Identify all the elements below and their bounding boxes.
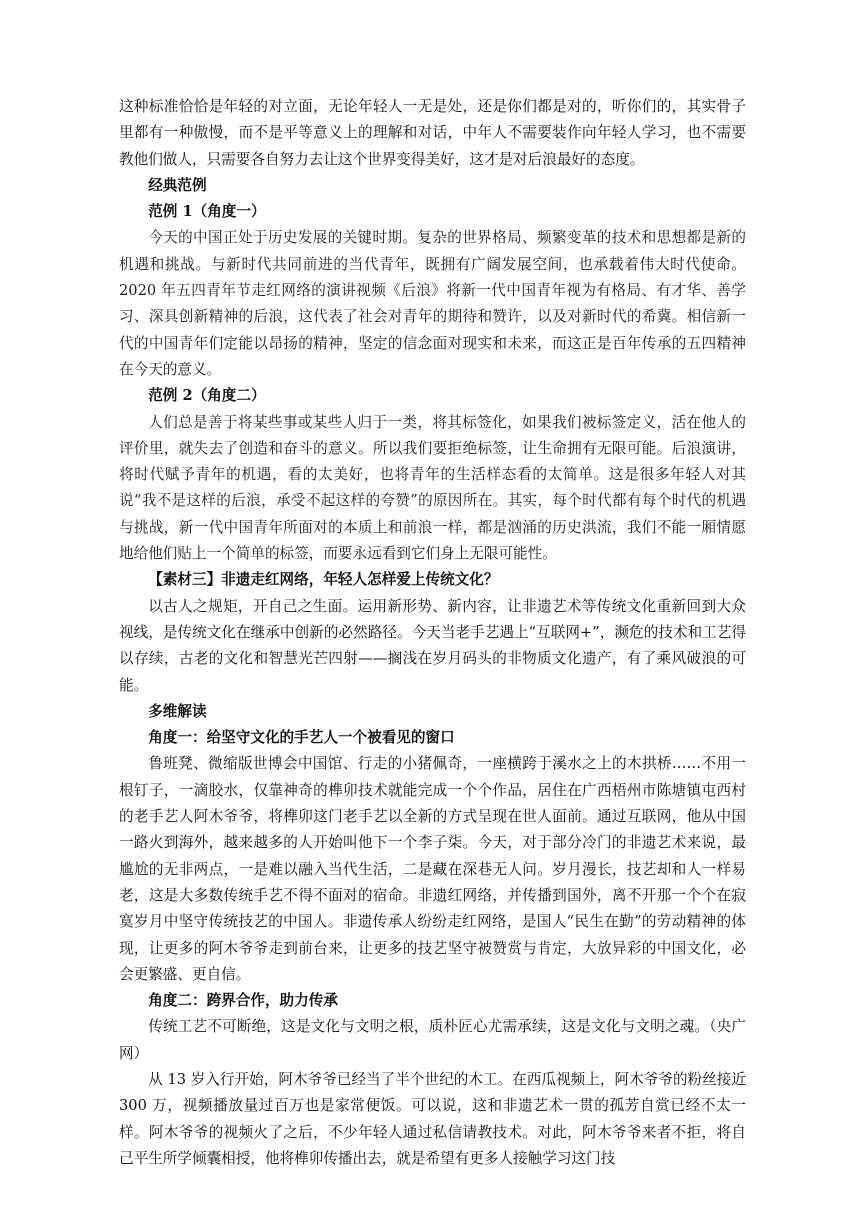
heading-example-2: 范例 2（角度二） xyxy=(148,387,266,405)
angle-1-paragraph: 鲁班凳、微缩版世博会中国馆、行走的小猪佩奇，一座横跨于溪水之上的木拱桥……不用一根钉子，一滴胶水，仅靠神奇的榫卯技术就能完成一个个作品，居住在广西梧州市陈塘镇屯西村的老手艺人阿木爷爷，将榫卯这门老手艺以全新的方式呈现在世人面前。通过互联网，他从中国一路火到海外，越来越多的人开始叫他下一个李子柒。今天，对于部分冷门的非遗艺术来说，最尴尬的无非两点，一是难以融入当代生活，二是藏在深巷无人问。岁月漫长，技艺却和人一样易老，这是大多数传统手艺不得不面对的宿命。非遗红网络，并传播到国外，离不开那一个个在寂寞岁月中坚守传统技艺的中国人。非遗传承人纷纷走红网络，是国人“民生在勤”的劳动精神的体现，让更多的阿木爷爷走到前台来，让更多的技艺坚守被赞赏与肯定，大放异彩的中国文化，必会更繁盛、更自信。 xyxy=(119,755,746,983)
heading-material-3: 【素材三】非遗走红网络，年轻人怎样爱上传统文化？ xyxy=(148,571,499,589)
heading-classic-examples: 经典范例 xyxy=(148,176,207,194)
heading-multi-interpretation: 多维解读 xyxy=(148,702,207,720)
angle-2-quote-paragraph: 传统工艺不可断绝，这是文化与文明之根，质朴匠心尤需承续，这是文化与文明之魂。（央广网） xyxy=(119,1018,746,1062)
example-2-paragraph: 人们总是善于将某些事或某些人归于一类，将其标签化，如果我们被标签定义，活在他人的评价里，就失去了创造和奋斗的意义。所以我们要拒绝标签，让生命拥有无限可能。后浪演讲，将时代赋予青年的机遇，看的太美好，也将青年的生活样态看的太简单。这是很多年轻人对其说“我不是这样的后浪，承受不起这样的夸赞”的原因所在。其实，每个时代都有每个时代的机遇与挑战，新一代中国青年所面对的本质上和前浪一样，都是汹涌的历史洪流，我们不能一厢情愿地给他们贴上一个简单的标签，而要永远看到它们身上无限可能性。 xyxy=(119,413,746,563)
heading-angle-1: 角度一：给坚守文化的手艺人一个被看见的窗口 xyxy=(148,729,455,747)
heading-example-1: 范例 1（角度一） xyxy=(148,203,266,221)
heading-angle-2: 角度二：跨界合作，助力传承 xyxy=(148,992,338,1010)
material-3-paragraph: 以古人之规矩，开自己之生面。运用新形势、新内容，让非遗艺术等传统文化重新回到大众视线，是传统文化在继承中创新的必然路径。今天当老手艺遇上“互联网+”，濒危的技术和工艺得以存续，古老的文化和智慧光芒四射——搁浅在岁月码头的非物质文化遗产，有了乘风破浪的可能。 xyxy=(119,597,746,694)
example-1-paragraph: 今天的中国正处于历史发展的关键时期。复杂的世界格局、频繁变革的技术和思想都是新的机遇和挑战。与新时代共同前进的当代青年，既拥有广阔发展空间，也承载着伟大时代使命。2020 年五四青年节走红网络的演讲视频《后浪》将新一代中国青年视为有格局、有才华、善学习、深具创新精神的后浪，这代表了社会对青年的期待和赞许，以及对新时代的希冀。相信新一代的中国青年们定能以昂扬的精神，坚定的信念面对现实和未来，而这正是百年传承的五四精神在今天的意义。 xyxy=(119,229,746,378)
angle-2-paragraph: 从 13 岁入行开始，阿木爷爷已经当了半个世纪的木工。在西瓜视频上，阿木爷爷的粉丝接近 300 万，视频播放量过百万也是家常便饭。可以说，这和非遗艺术一贯的孤芳自赏已经不太一样。阿木爷爷的视频火了之后，不少年轻人通过私信请教技术。对此，阿木爷爷来者不拒，将自己平生所学倾囊相授，他将榫卯传播出去，就是希望有更多人接触学习这门技 xyxy=(119,1070,746,1167)
intro-paragraph: 这种标准恰恰是年轻的对立面，无论年轻人一无是处，还是你们都是对的，听你们的，其实骨子里都有一种傲慢，而不是平等意义上的理解和对话，中年人不需要装作向年轻人学习，也不需要教他们做人，只需要各自努力去让这个世界变得美好，这才是对后浪最好的态度。 xyxy=(119,98,746,168)
